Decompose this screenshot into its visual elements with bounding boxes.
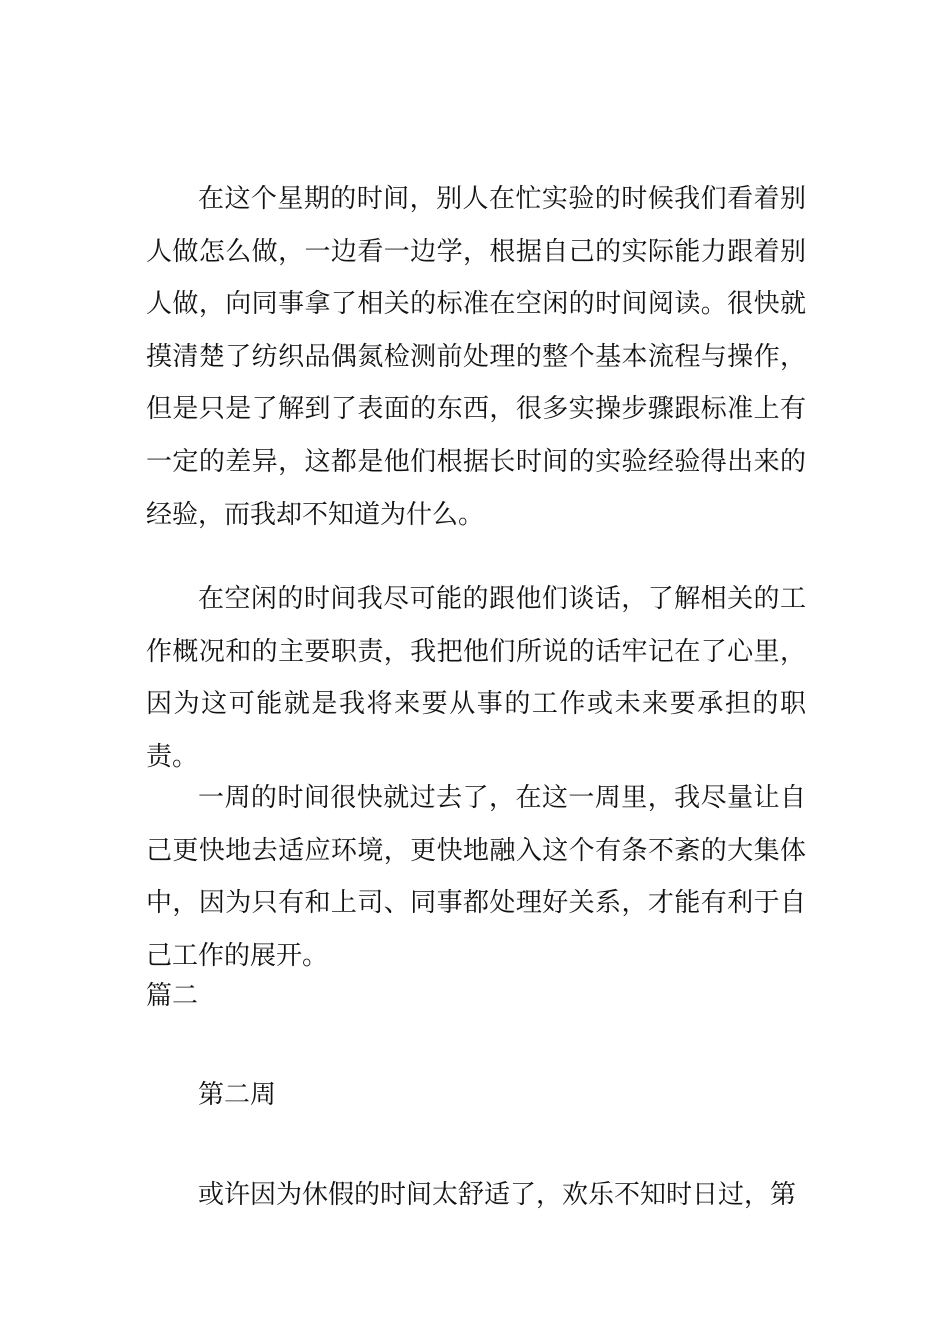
section-title: 篇二: [146, 981, 199, 1011]
body-paragraph-3: 一周的时间很快就过去了，在这一周里，我尽量让自己更快地去适应环境，更快地融入这个有条不紊的大集体中，因为只有和上司、同事都处理好关系，才能有利于自己工作的展开。: [146, 783, 806, 971]
body-paragraph-4: 或许因为休假的时间太舒适了，欢乐不知时日过，第: [198, 1180, 797, 1210]
body-paragraph-2: 在空闲的时间我尽可能的跟他们谈话，了解相关的工作概况和的主要职责，我把他们所说的话牢记在了心里，因为这可能就是我将来要从事的工作或未来要承担的职责。: [146, 584, 806, 772]
week-title: 第二周: [198, 1080, 277, 1110]
body-paragraph-1: 在这个星期的时间，别人在忙实验的时候我们看着别人做怎么做，一边看一边学，根据自己的实际能力跟着别人做，向同事拿了相关的标准在空闲的时间阅读。很快就摸清楚了纺织品偶氮检测前处理的整个基本流程与操作，但是只是了解到了表面的东西，很多实操步骤跟标准上有一定的差异，这都是他们根据长时间的实验经验得出来的经验，而我却不知道为什么。: [146, 184, 806, 530]
